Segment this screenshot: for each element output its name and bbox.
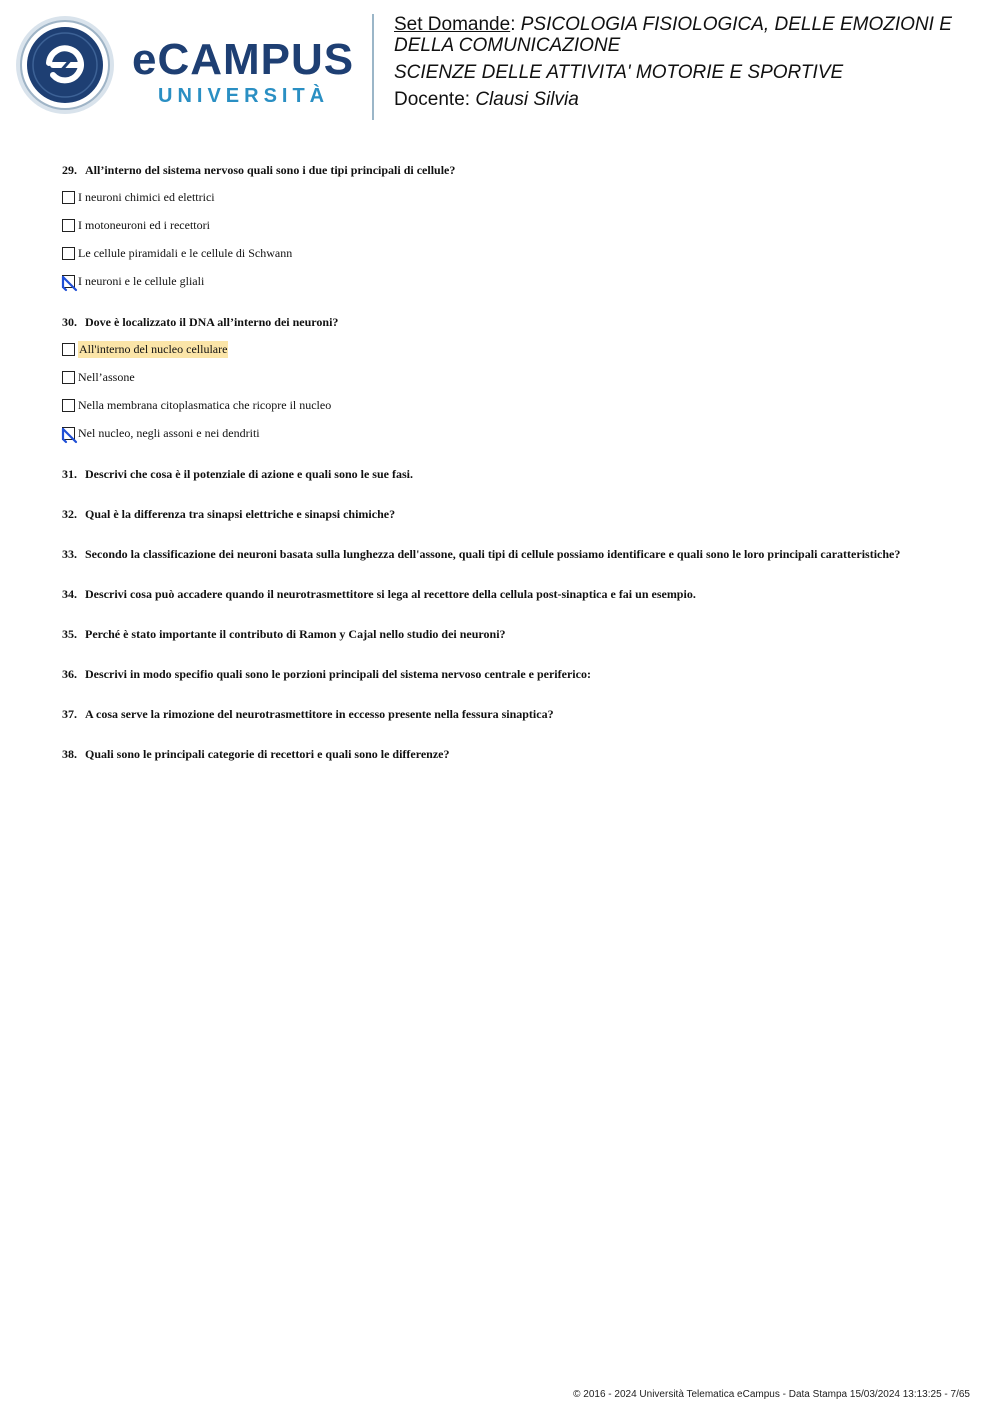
- question-text: A cosa serve la rimozione del neurotrasmettitore in eccesso presente nella fessura sinaptica?: [85, 707, 554, 721]
- option-label: Nell’assone: [78, 369, 135, 384]
- option-item[interactable]: [62, 369, 942, 385]
- option-item[interactable]: [62, 189, 942, 205]
- question-35: [62, 627, 942, 641]
- question-text: Secondo la classificazione dei neuroni basata sulla lunghezza dell'assone, quali tipi di cellule possiamo identificare e quali sono le loro principali caratteristiche?: [85, 547, 901, 561]
- question-text: Descrivi in modo specifio quali sono le porzioni principali del sistema nervoso centrale e periferico:: [85, 667, 591, 681]
- question-number: 36.: [62, 667, 77, 681]
- question-text: Dove è localizzato il DNA all’interno dei neuroni?: [85, 315, 339, 329]
- question-32: [62, 507, 942, 521]
- check-mark-icon: [60, 273, 79, 292]
- question-text: Qual è la differenza tra sinapsi elettriche e sinapsi chimiche?: [85, 507, 396, 521]
- set-label: Set Domande: [394, 14, 511, 35]
- question-number: 37.: [62, 707, 77, 721]
- question-37: [62, 707, 942, 721]
- question-text: Quali sono le principali categorie di recettori e quali sono le differenze?: [85, 747, 450, 761]
- question-33: [62, 547, 942, 561]
- option-item[interactable]: [62, 217, 942, 233]
- option-checkbox[interactable]: [62, 247, 75, 260]
- logo-text: eCAMPUS: [132, 35, 355, 84]
- option-item[interactable]: [62, 341, 942, 357]
- option-label: Nella membrana citoplasmatica che ricopre il nucleo: [78, 397, 332, 412]
- degree-line: [394, 62, 984, 83]
- question-text: Descrivi che cosa è il potenziale di azione e quali sono le sue fasi.: [85, 467, 413, 481]
- option-item[interactable]: [62, 425, 942, 441]
- question-number: 33.: [62, 547, 77, 561]
- question-31: [62, 467, 942, 481]
- question-number: 31.: [62, 467, 77, 481]
- option-checkbox[interactable]: [62, 191, 75, 204]
- degree-name: SCIENZE DELLE ATTIVITA' MOTORIE E SPORTIVE: [394, 62, 844, 83]
- docente-line: [394, 89, 984, 110]
- option-label: Nel nucleo, negli assoni e nei dendriti: [78, 425, 260, 440]
- question-38: [62, 747, 942, 761]
- question-number: 35.: [62, 627, 77, 641]
- question-number: 29.: [62, 163, 77, 177]
- question-number: 30.: [62, 315, 77, 329]
- options-list: [62, 341, 942, 441]
- question-36: [62, 667, 942, 681]
- questions-list: [62, 163, 942, 787]
- question-30: [62, 315, 942, 441]
- question-title: [62, 163, 942, 177]
- ecampus-logo-seal: [15, 15, 115, 115]
- ecampus-logo-wordmark: [132, 35, 355, 107]
- logo-seal-icon: [15, 15, 115, 115]
- option-label: Le cellule piramidali e le cellule di Schwann: [78, 245, 293, 260]
- option-checkbox[interactable]: [62, 399, 75, 412]
- question-34: [62, 587, 942, 601]
- option-label: I neuroni e le cellule gliali: [78, 273, 205, 288]
- option-label: I motoneuroni ed i recettori: [78, 217, 210, 232]
- docente-name: Clausi Silvia: [475, 89, 579, 110]
- logo-subtext: UNIVERSITÀ: [158, 85, 330, 107]
- question-text: All’interno del sistema nervoso quali sono i due tipi principali di cellule?: [85, 163, 456, 177]
- option-checkbox-checked[interactable]: [62, 275, 75, 288]
- question-number: 32.: [62, 507, 77, 521]
- docente-label: Docente:: [394, 89, 471, 110]
- question-title: [62, 315, 942, 329]
- option-label: I neuroni chimici ed elettrici: [78, 189, 215, 204]
- option-item[interactable]: [62, 273, 942, 289]
- option-checkbox[interactable]: [62, 219, 75, 232]
- question-text: Perché è stato importante il contributo di Ramon y Cajal nello studio dei neuroni?: [85, 627, 506, 641]
- page-footer: © 2016 - 2024 Università Telematica eCampus - Data Stampa 15/03/2024 13:13:25 - 7/65: [573, 1389, 970, 1400]
- question-number: 38.: [62, 747, 77, 761]
- check-mark-icon: [60, 425, 79, 444]
- question-number: 34.: [62, 587, 77, 601]
- question-29: [62, 163, 942, 289]
- option-checkbox[interactable]: [62, 371, 75, 384]
- options-list: [62, 189, 942, 289]
- option-checkbox[interactable]: [62, 343, 75, 356]
- header-divider: [372, 14, 374, 120]
- option-item[interactable]: [62, 245, 942, 261]
- option-label-highlighted: All'interno del nucleo cellulare: [79, 341, 228, 356]
- course-title: PSICOLOGIA FISIOLOGICA, DELLE EMOZIONI E DELLA COMUNICAZIONE: [394, 14, 952, 56]
- header-info: [394, 14, 984, 116]
- option-checkbox-checked[interactable]: [62, 427, 75, 440]
- option-item[interactable]: [62, 397, 942, 413]
- course-title-line: Set Domande: PSICOLOGIA FISIOLOGICA, DELLE EMOZIONI E DELLA COMUNICAZIONE: [394, 14, 952, 56]
- question-text: Descrivi cosa può accadere quando il neurotrasmettitore si lega al recettore della cellula post-sinaptica e fai un esempio.: [85, 587, 696, 601]
